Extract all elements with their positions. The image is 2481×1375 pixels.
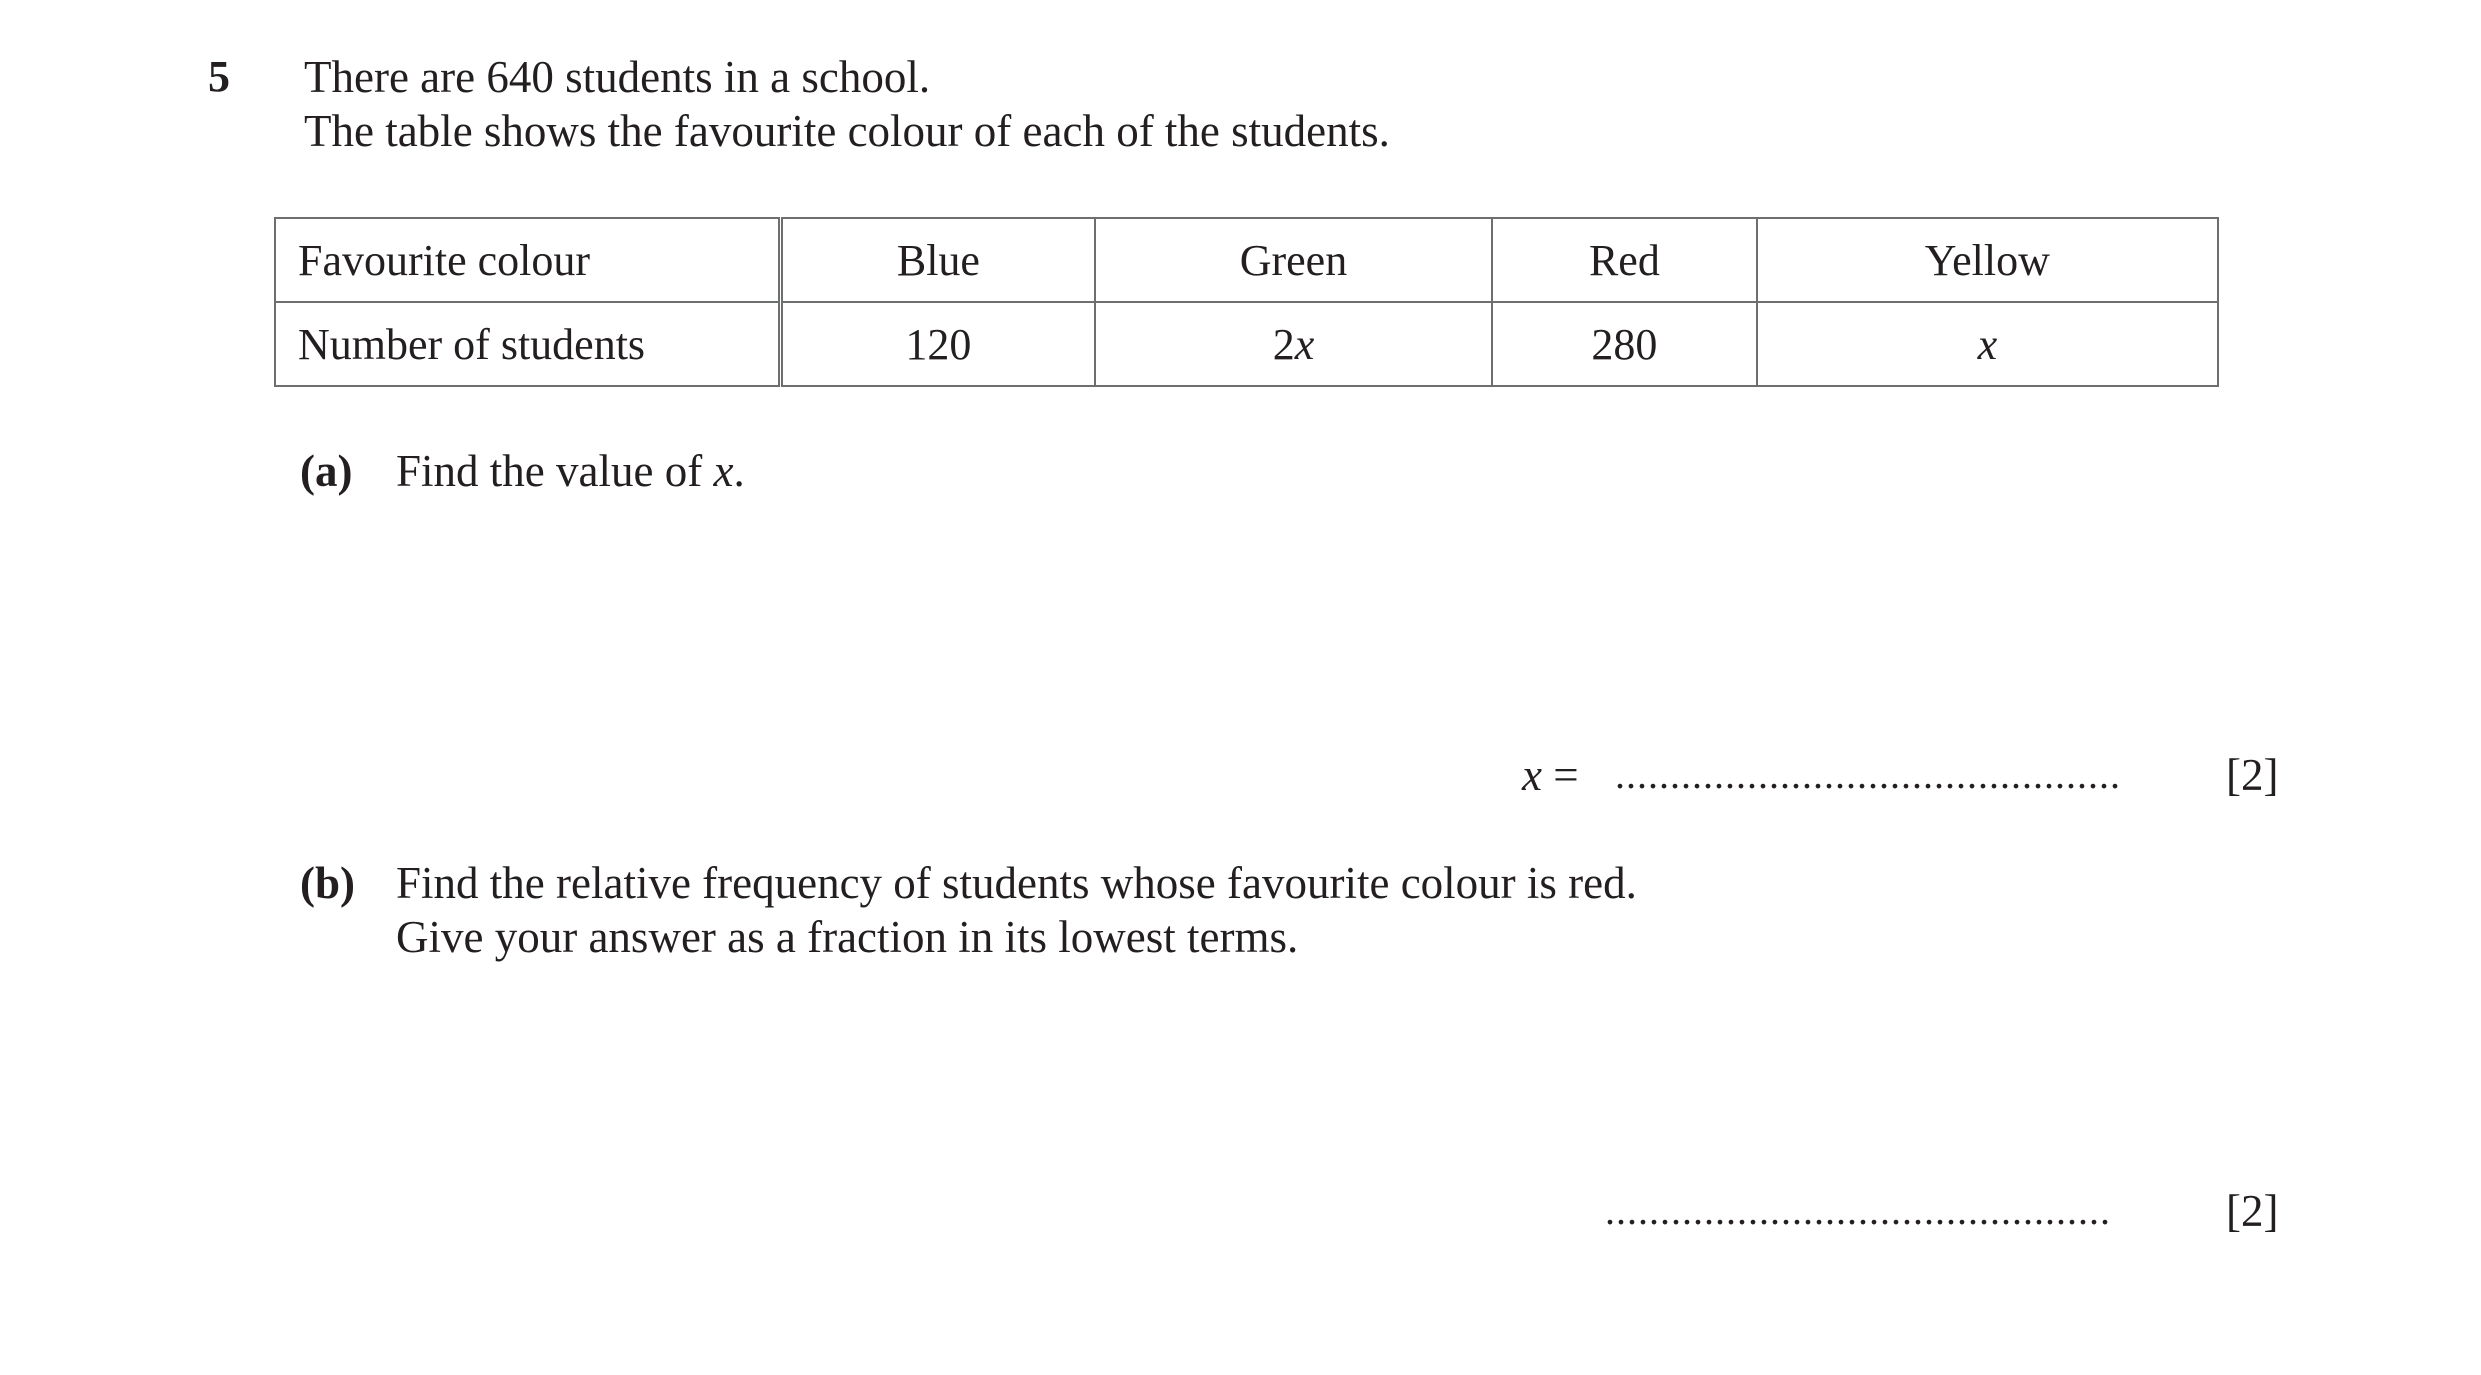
cell-colour-green: Green [1095,218,1492,302]
part-a-question: Find the value of x. [396,446,745,496]
part-b-label: (b) [300,858,355,908]
intro-line-1: There are 640 students in a school. [304,52,931,102]
cell-count-green: 2x [1095,302,1492,386]
cell-colour-blue: Blue [781,218,1095,302]
cell-count-blue: 120 [781,302,1095,386]
part-b-question-line-2: Give your answer as a fraction in its lowest terms. [396,912,1299,962]
table-row [275,218,2218,302]
table-row [275,302,2218,386]
part-a-marks: [2] [2226,750,2279,800]
question-number: 5 [208,52,230,101]
part-b-question-line-1: Find the relative frequency of students whose favourite colour is red. [396,858,1637,908]
part-b-marks: [2] [2226,1186,2279,1236]
answer-a-lhs: x = [1522,750,1579,800]
cell-count-red: 280 [1492,302,1757,386]
row-header-colour: Favourite colour [275,218,781,302]
cell-count-yellow: x [1757,302,2218,386]
intro-line-2: The table shows the favourite colour of each of the students. [304,106,1390,156]
favourite-colour-table [274,217,2219,387]
answer-b-line[interactable]: .............................................. [1605,1188,2111,1233]
cell-colour-red: Red [1492,218,1757,302]
row-header-students: Number of students [275,302,781,386]
part-a-label: (a) [300,446,353,496]
cell-colour-yellow: Yellow [1757,218,2218,302]
answer-a-line[interactable]: .............................................. [1615,752,2121,797]
